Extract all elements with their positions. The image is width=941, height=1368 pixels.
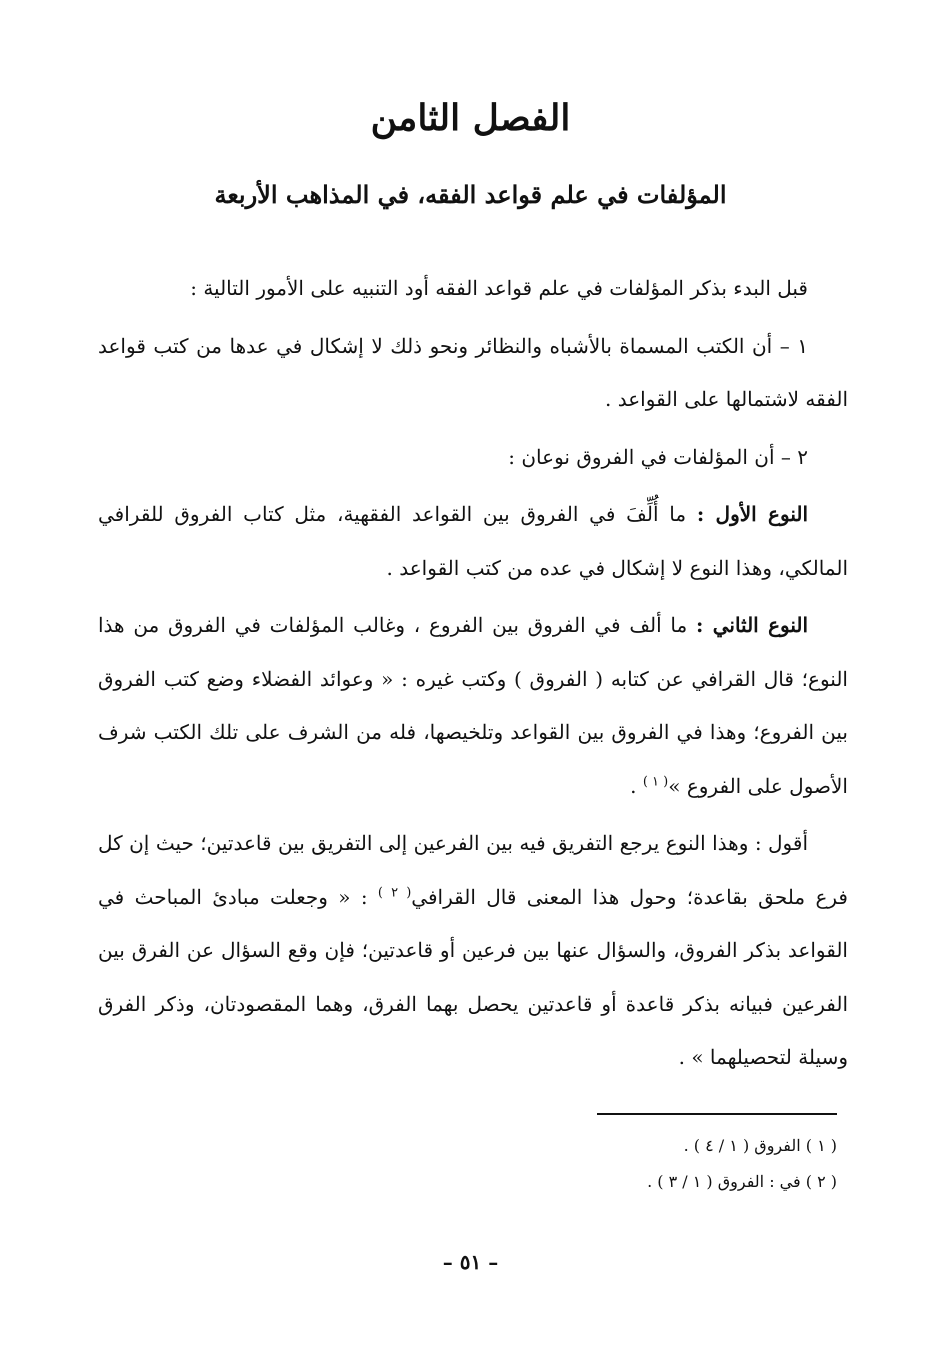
type-two-text: ما ألف في الفروق بين الفروع ، وغالب المؤلفات في الفروق من هذا النوع؛ قال القرافي عن كتابه ( الفروق ) وكتب غيره : « وعوائد الفضلاء وضع كتب الفروق بين الفروع؛ وهذا في الفروق بين القواعد وتلخيصها، فله من الشرف على تلك الكتب شرف الأصول على الفروع »: [98, 613, 848, 798]
footnote-ref-1: ( ١ ): [642, 773, 669, 789]
page-number: – ٥١ –: [442, 1250, 499, 1274]
body-text: [98, 262, 848, 1089]
type-two-end: .: [630, 773, 643, 798]
comment-paragraph: [98, 817, 848, 1085]
footnote-ref-2: ( ٢ ): [377, 884, 412, 900]
chapter-title: الفصل الثامن: [370, 97, 571, 139]
footnote-2: ( ٢ ) في : الفروق ( ١ / ٣ ) .: [647, 1172, 837, 1191]
comment-text-2: : « وجعلت مبادئ المباحث في القواعد بذكر الفروق، والسؤال عنها بين فرعين أو قاعدتين؛ فإن وقع السؤال عن الفرق بين الفرعين فبيانه بذكر قاعدة أو قاعدتين يحصل بهما الفرق، وهما المقصودتان، وذكر الفرق وسيلة لتحصيلهما » .: [98, 884, 848, 1069]
point-one-paragraph: ١ – أن الكتب المسماة بالأشباه والنظائر ونحو ذلك لا إشكال في عدها من كتب قواعد الفقه لاشتمالها على القواعد .: [98, 333, 848, 411]
type-one-text: ما أُلِّفَ في الفروق بين القواعد الفقهية، مثل كتاب الفروق للقرافي المالكي، وهذا النوع لا إشكال في عده من كتب القواعد .: [98, 502, 848, 580]
intro-paragraph: قبل البدء بذكر المؤلفات في علم قواعد الفقه أود التنبيه على الأمور التالية :: [190, 276, 808, 300]
footnotes: [437, 1128, 837, 1200]
footnote-1: ( ١ ) الفروق ( ١ / ٤ ) .: [683, 1136, 837, 1155]
comment-text-1: أقول : وهذا النوع يرجع التفريق فيه بين الفرعين إلى التفريق بين قاعدتين؛ حيث إن كل فرع ملحق بقاعدة؛ وحول هذا المعنى قال القرافي: [98, 831, 848, 909]
type-two-paragraph: [98, 599, 848, 813]
type-one-paragraph: [98, 488, 848, 595]
type-two-term: النوع الثاني :: [695, 613, 809, 637]
type-one-term: النوع الأول :: [696, 502, 808, 526]
chapter-subtitle: المؤلفات في علم قواعد الفقه، في المذاهب الأربعة: [214, 180, 727, 209]
point-two-paragraph: ٢ – أن المؤلفات في الفروق نوعان :: [508, 444, 808, 469]
footnote-divider: [597, 1113, 837, 1115]
